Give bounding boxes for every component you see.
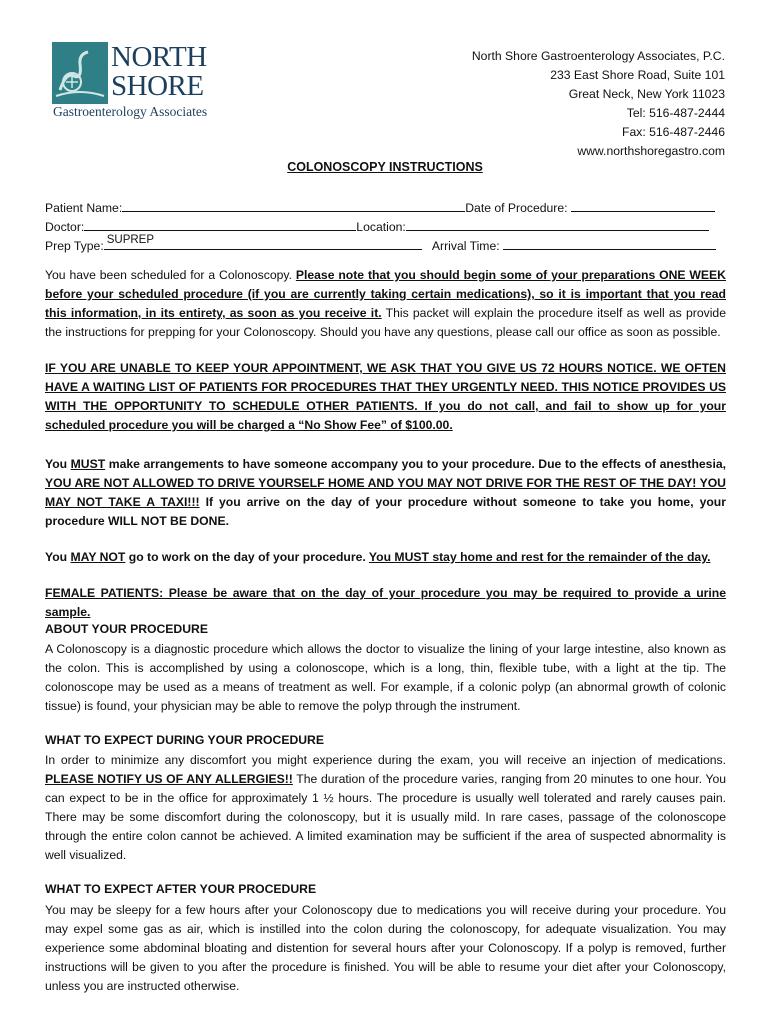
practice-address bbox=[472, 47, 725, 161]
form-row-prep bbox=[45, 234, 725, 253]
location-field[interactable] bbox=[406, 218, 709, 231]
intro-paragraph bbox=[45, 266, 726, 342]
fax: Fax: 516-487-2446 bbox=[622, 125, 725, 139]
work-text: You bbox=[45, 550, 71, 564]
patient-name-label: Patient Name: bbox=[45, 201, 123, 215]
cancellation-notice: IF YOU ARE UNABLE TO KEEP YOUR APPOINTMENT, WE ASK THAT YOU GIVE US 72 HOURS NOTICE. WE OFTEN HAVE A WAITING LIST OF PATIENTS FOR PROCEDURES THAT THEY URGENTLY NEED. THIS NOTICE PROVIDES US WITH THE OPPORTUNITY TO SCHEDULE OTHER PATIENTS. If you do not call, and fail to show up for your scheduled procedure you will be charged a “No Show Fee” of $100.00. bbox=[45, 361, 726, 432]
stay-home-warning: You MUST stay home and rest for the remainder of the day. bbox=[368, 550, 711, 564]
during-text: In order to minimize any discomfort you might experience during the exam, you will receive an injection of medications. bbox=[45, 753, 726, 767]
form-row-patient bbox=[45, 199, 725, 215]
female-patients-notice: FEMALE PATIENTS: Please be aware that on the day of your procedure you may be required to provide a urine sample. bbox=[45, 586, 726, 619]
city-state-zip: Great Neck, New York 11023 bbox=[568, 87, 725, 101]
patient-name-field[interactable] bbox=[122, 199, 465, 212]
street-address: 233 East Shore Road, Suite 101 bbox=[550, 68, 725, 82]
procedure-date-field[interactable] bbox=[571, 199, 715, 212]
website-link[interactable]: www.northshoregastro.com bbox=[577, 144, 725, 158]
escort-must: MUST bbox=[70, 457, 106, 471]
escort-paragraph bbox=[45, 455, 726, 531]
escort-text: You bbox=[45, 457, 71, 471]
arrival-time-field[interactable] bbox=[503, 237, 716, 250]
escort-text-end: If you arrive on the day of your procedure without someone to take you home, your procedure WILL NOT BE DONE. bbox=[45, 494, 726, 528]
during-paragraph bbox=[45, 751, 726, 864]
prep-type-field[interactable] bbox=[104, 234, 422, 250]
logo-emblem-icon bbox=[52, 42, 108, 104]
practice-logo bbox=[52, 42, 222, 126]
procedure-date-label: Date of Procedure: bbox=[465, 201, 568, 215]
prep-type-label: Prep Type: bbox=[45, 239, 104, 253]
work-may-not: MAY NOT bbox=[70, 550, 126, 564]
form-row-doctor bbox=[45, 218, 725, 234]
escort-text-continued: make arrangements to have someone accompany you to your procedure. Due to the effects of anesthesia, bbox=[105, 457, 726, 471]
document-title: COLONOSCOPY INSTRUCTIONS bbox=[287, 160, 483, 174]
allergies-warning: PLEASE NOTIFY US OF ANY ALLERGIES!! bbox=[45, 771, 293, 786]
no-driving-warning: YOU ARE NOT ALLOWED TO DRIVE YOURSELF HOME AND YOU MAY NOT DRIVE FOR THE REST OF THE DAY! YOU MAY NOT TAKE A TAXI!!! bbox=[45, 475, 726, 509]
practice-name: North Shore Gastroenterology Associates, P.C. bbox=[471, 49, 725, 63]
logo-subtitle: Gastroenterology Associates bbox=[53, 104, 208, 119]
during-text-continued: The duration of the procedure varies, ranging from 20 minutes to one hour. You can expect to be in the office for approximately 1 ½ hours. The procedure is usually well tolerated and rarely causes pain. There may be some discomfort during the colonoscopy, but it is usually mild. In rare cases, passage of the colonoscope through the entire colon cannot be achieved. A limited examination may be sufficient if the area of suspected abnormality is well visualized. bbox=[45, 771, 727, 862]
arrival-time-label: Arrival Time: bbox=[431, 239, 500, 253]
after-paragraph: You may be sleepy for a few hours after your Colonoscopy due to medications you will receive during your procedure. You may expel some gas as air, which is instilled into the colon during the colonoscopy, for adequate visualization. You may experience some abdominal bloating and distention for several hours after your Colonoscopy. If a polyp is removed, further instructions will be given to you after the procedure is finished. You will be able to resume your diet after your Colonoscopy, unless you are instructed otherwise. bbox=[45, 903, 726, 993]
work-paragraph bbox=[45, 548, 726, 567]
logo-word-north: NORTH bbox=[111, 41, 207, 73]
doctor-field[interactable] bbox=[84, 218, 356, 231]
after-heading: WHAT TO EXPECT AFTER YOUR PROCEDURE bbox=[45, 882, 317, 896]
about-heading: ABOUT YOUR PROCEDURE bbox=[45, 622, 208, 636]
location-label: Location: bbox=[356, 220, 406, 234]
intro-emphasis: Please note that you should begin some of your preparations ONE WEEK before your scheduled procedure (if you are currently taking certain medications), so it is important that you read this information, in its entirety, as soon as you receive it. bbox=[45, 268, 726, 320]
intro-text-continued: This packet will explain the procedure itself as well as provide the instructions for prepping for your Colonoscopy. Should you have any questions, please call our office as soon as possible. bbox=[45, 305, 726, 339]
doctor-label: Doctor: bbox=[45, 220, 85, 234]
about-paragraph: A Colonoscopy is a diagnostic procedure which allows the doctor to visualize the lining of your large intestine, also known as the colon. This is accomplished by using a colonoscope, which is a long, thin, flexible tube, with a light at the tip. The colonoscope may be used as a means of treatment as well. For example, if a colonic polyp (an abnormal growth of colonic tissue) is found, your physician may be able to remove the polyp through the instrument. bbox=[45, 642, 726, 713]
intro-text: You have been scheduled for a Colonoscopy. bbox=[45, 268, 296, 282]
work-text-continued: go to work on the day of your procedure. bbox=[125, 550, 369, 564]
logo-word-shore: SHORE bbox=[111, 70, 204, 102]
prep-type-value: SUPREP bbox=[106, 234, 155, 246]
during-heading: WHAT TO EXPECT DURING YOUR PROCEDURE bbox=[45, 733, 324, 747]
telephone: Tel: 516-487-2444 bbox=[626, 106, 725, 120]
